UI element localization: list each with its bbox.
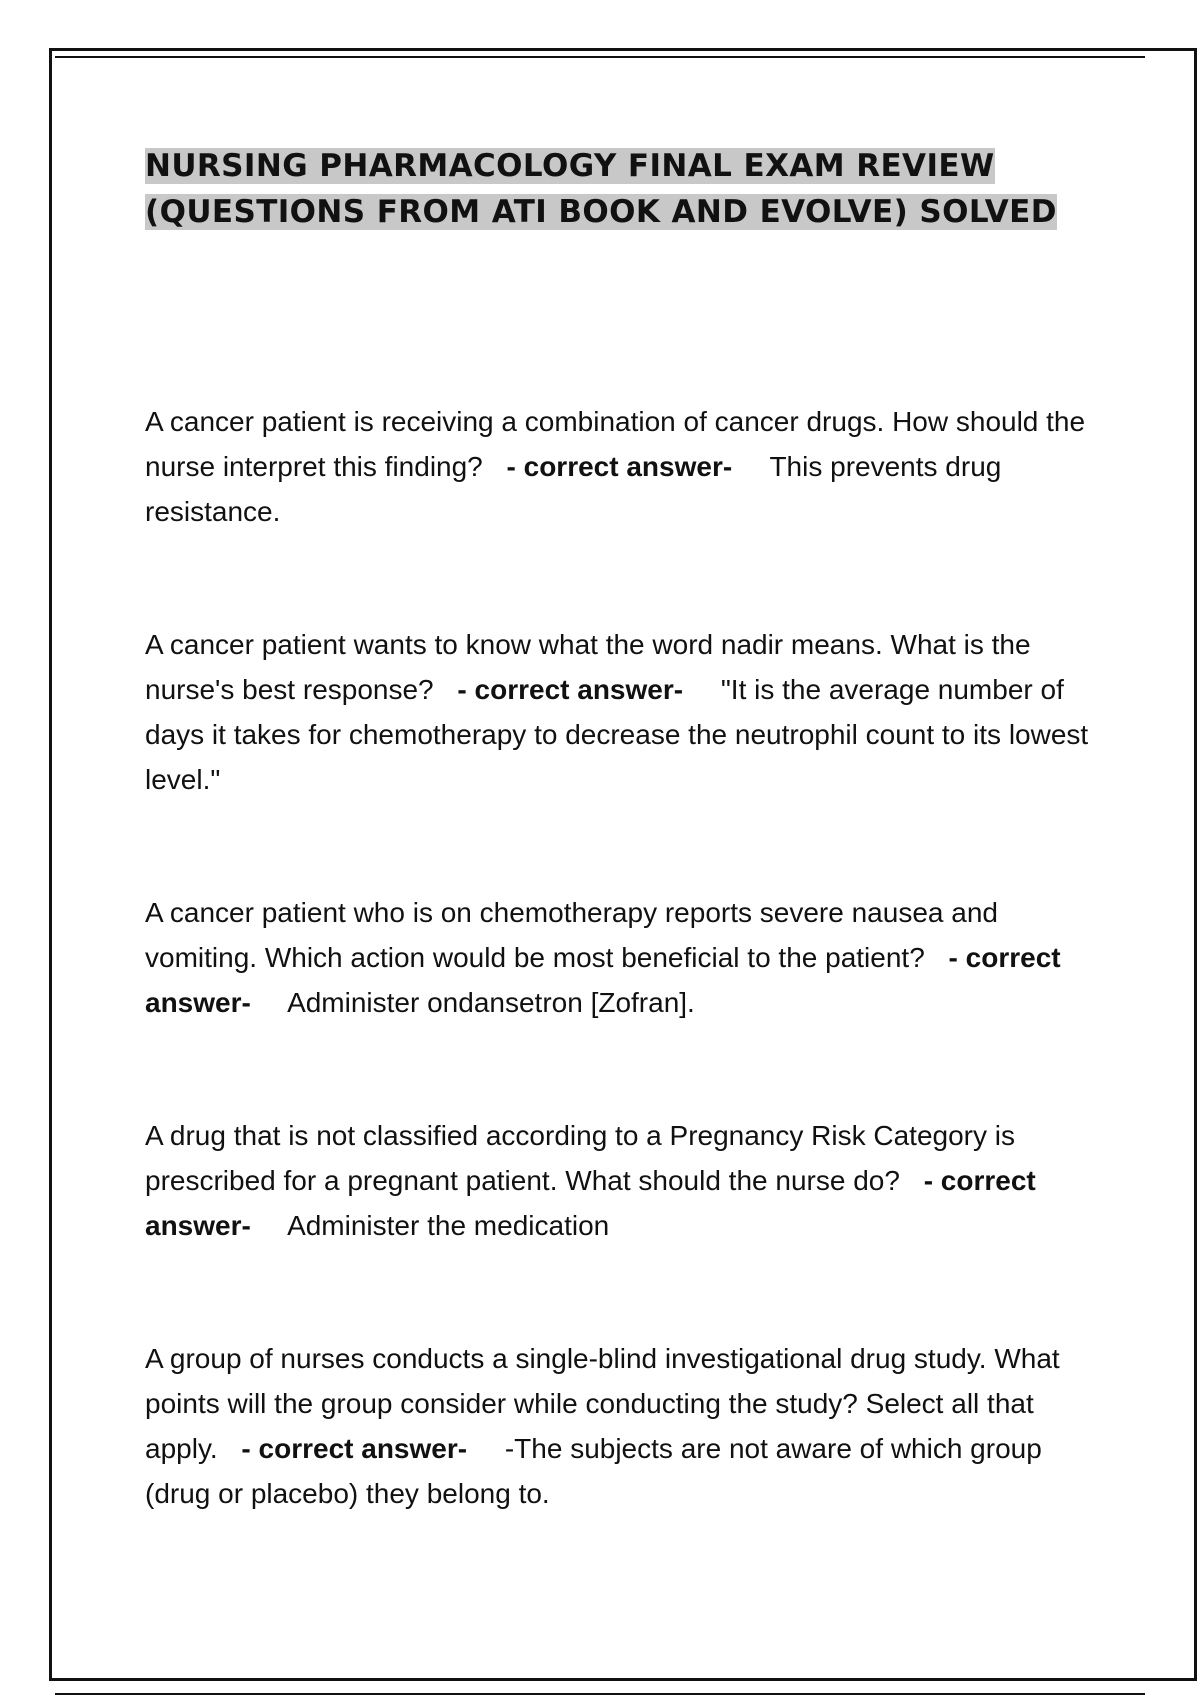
qa-item xyxy=(145,1336,1095,1516)
question-text: A drug that is not classified according to a Pregnancy Risk Category is prescribed for a pregnant patient. What should the nurse do? xyxy=(145,1120,1015,1196)
answer-tag: - correct answer- xyxy=(457,674,684,705)
answer-text: This prevents drug resistance. xyxy=(145,451,1002,527)
answer-text: "It is the average number of days it takes for chemotherapy to decrease the neutrophil count to its lowest level." xyxy=(145,674,1089,795)
qa-list xyxy=(145,399,1095,1516)
title-line-2: (QUESTIONS FROM ATI BOOK AND EVOLVE) SOLVED xyxy=(145,194,1057,230)
top-rule xyxy=(55,56,1145,58)
qa-item xyxy=(145,399,1095,534)
answer-tag: - correct answer- xyxy=(241,1433,468,1464)
qa-item xyxy=(145,1113,1095,1248)
question-text: A group of nurses conducts a single-blind investigational drug study. What points will the group consider while conducting the study? Select all that apply. xyxy=(145,1343,1060,1464)
answer-text: Administer the medication xyxy=(287,1210,610,1241)
title-line-1: NURSING PHARMACOLOGY FINAL EXAM REVIEW xyxy=(145,148,995,184)
answer-tag: - correct answer- xyxy=(506,451,733,482)
document-body xyxy=(145,143,1095,1604)
question-text: A cancer patient who is on chemotherapy reports severe nausea and vomiting. Which action would be most beneficial to the patient? xyxy=(145,897,998,973)
answer-text: -The subjects are not aware of which group (drug or placebo) they belong to. xyxy=(145,1433,1042,1509)
answer-tag: - correct answer- xyxy=(145,942,1061,1018)
question-text: A cancer patient wants to know what the word nadir means. What is the nurse's best response? xyxy=(145,629,1031,705)
qa-item xyxy=(145,890,1095,1025)
qa-item xyxy=(145,622,1095,802)
answer-tag: - correct answer- xyxy=(145,1165,1036,1241)
answer-text: Administer ondansetron [Zofran]. xyxy=(287,987,695,1018)
question-text: A cancer patient is receiving a combination of cancer drugs. How should the nurse interpret this finding? xyxy=(145,406,1086,482)
document-title xyxy=(145,143,1095,235)
bottom-rule xyxy=(55,1693,1145,1695)
